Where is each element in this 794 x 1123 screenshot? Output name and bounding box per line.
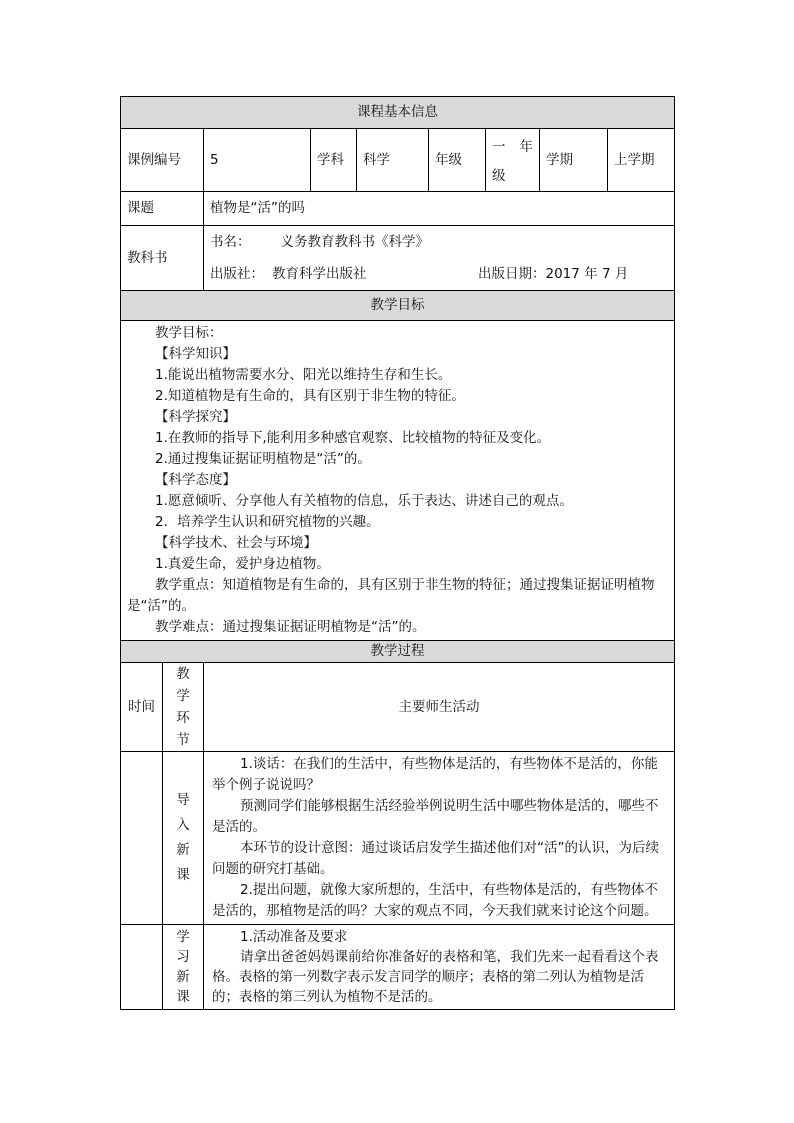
stage-name-char: 课	[176, 989, 190, 1005]
stage-name-char: 课	[176, 867, 190, 883]
activity-paragraph: 请拿出爸爸妈妈课前给你准备好的表格和笔，我们先来一起看看这个表格。表格的第一列数字表示发言同学的顺序；表格的第二列认为植物是活的；表格的第三列认为植物不是活的。	[212, 949, 659, 1005]
objective-line: 教学目标：	[155, 325, 223, 341]
pub-date-label: 出版日期：	[478, 266, 546, 282]
stage-header-char: 教	[176, 666, 190, 682]
stage-name	[163, 752, 204, 925]
activity-header: 主要师生活动	[204, 663, 675, 752]
textbook-label: 教科书	[121, 226, 204, 291]
case-number-value: 5	[204, 129, 311, 192]
book-name-label: 书名：	[210, 234, 251, 250]
publisher-line	[210, 258, 674, 290]
lesson-plan-table	[120, 96, 675, 1010]
activity-paragraph: 2.提出问题，就像大家所想的，生活中，有些物体是活的，有些物体不是活的，那植物是活的吗？大家的观点不同，今天我们就来讨论这个问题。	[212, 882, 658, 919]
stage-header	[163, 663, 204, 752]
publisher-value: 教育科学出版社	[272, 266, 367, 282]
grade-value-part3: 级	[492, 168, 506, 184]
objective-line: 【科学态度】	[155, 472, 236, 488]
case-number-label: 课例编号	[121, 129, 204, 192]
objective-line: 2.通过搜集证据证明植物是“活”的。	[155, 451, 371, 467]
stage-name-char: 导	[176, 792, 190, 808]
objectives-body	[121, 321, 675, 641]
stage-activity	[204, 752, 675, 925]
stage-name-char: 入	[176, 817, 190, 833]
time-header: 时间	[121, 663, 163, 752]
textbook-info	[204, 226, 675, 291]
objective-line: 1.在教师的指导下,能利用多种感官观察、比较植物的特征及变化。	[155, 430, 551, 446]
book-name-value: 义务教育教科书《科学》	[280, 234, 429, 250]
stage-header-char: 学	[176, 688, 190, 704]
grade-label: 年级	[429, 129, 486, 192]
pub-date-value: 2017 年 7 月	[545, 266, 629, 282]
activity-paragraph: 1.活动准备及要求	[240, 929, 348, 945]
stage-activity	[204, 925, 675, 1010]
grade-value-part2: 年	[519, 139, 533, 155]
objectives-header: 教学目标	[121, 291, 675, 321]
stage-header-char: 节	[176, 732, 190, 748]
basic-info-header: 课程基本信息	[121, 97, 675, 129]
objective-line: 2．培养学生认识和研究植物的兴趣。	[155, 514, 380, 530]
activity-paragraph: 本环节的设计意图：通过谈话启发学生描述他们对“活”的认识，为后续问题的研究打基础。	[212, 840, 659, 877]
term-value: 上学期	[608, 129, 675, 192]
book-name-line	[210, 226, 674, 258]
objective-line: 2.知道植物是有生命的，具有区别于非生物的特征。	[155, 388, 465, 404]
term-label: 学期	[540, 129, 608, 192]
pub-date	[478, 258, 628, 290]
subject-label: 学科	[311, 129, 357, 192]
stage-header-char: 环	[176, 710, 190, 726]
topic-label: 课题	[121, 192, 204, 226]
stage-name-char: 新	[176, 969, 190, 985]
objective-line: 【科学技术、社会与环境】	[155, 535, 317, 551]
key-point: 教学重点：知道植物是有生命的，具有区别于非生物的特征；通过搜集证据证明植物是“活”的。	[127, 577, 655, 614]
objective-line: 1.真爱生命，爱护身边植物。	[155, 556, 330, 572]
stage-name	[163, 925, 204, 1010]
time-cell	[121, 925, 163, 1010]
objective-line: 【科学探究】	[155, 409, 236, 425]
objective-line: 1.能说出植物需要水分、阳光以维持生存和生长。	[155, 367, 452, 383]
difficulty: 教学难点：通过搜集证据证明植物是“活”的。	[155, 619, 426, 635]
stage-name-char: 习	[176, 949, 190, 965]
stage-name-char: 新	[176, 842, 190, 858]
activity-paragraph: 1.谈话：在我们的生活中，有些物体是活的，有些物体不是活的，你能举个例子说说吗？	[212, 756, 658, 793]
stage-name-char: 学	[176, 929, 190, 945]
lesson-plan-document	[120, 96, 674, 1010]
time-cell	[121, 752, 163, 925]
objective-line: 【科学知识】	[155, 346, 236, 362]
activity-paragraph: 预测同学们能够根据生活经验举例说明生活中哪些物体是活的，哪些不是活的。	[212, 798, 659, 835]
objective-line: 1.愿意倾听、分享他人有关植物的信息，乐于表达、讲述自己的观点。	[155, 493, 573, 509]
subject-value: 科学	[357, 129, 429, 192]
topic-value: 植物是“活”的吗	[204, 192, 675, 226]
grade-value-part1: 一	[492, 139, 506, 155]
publisher-label: 出版社：	[210, 266, 264, 282]
process-header: 教学过程	[121, 641, 675, 663]
grade-value	[486, 129, 540, 192]
